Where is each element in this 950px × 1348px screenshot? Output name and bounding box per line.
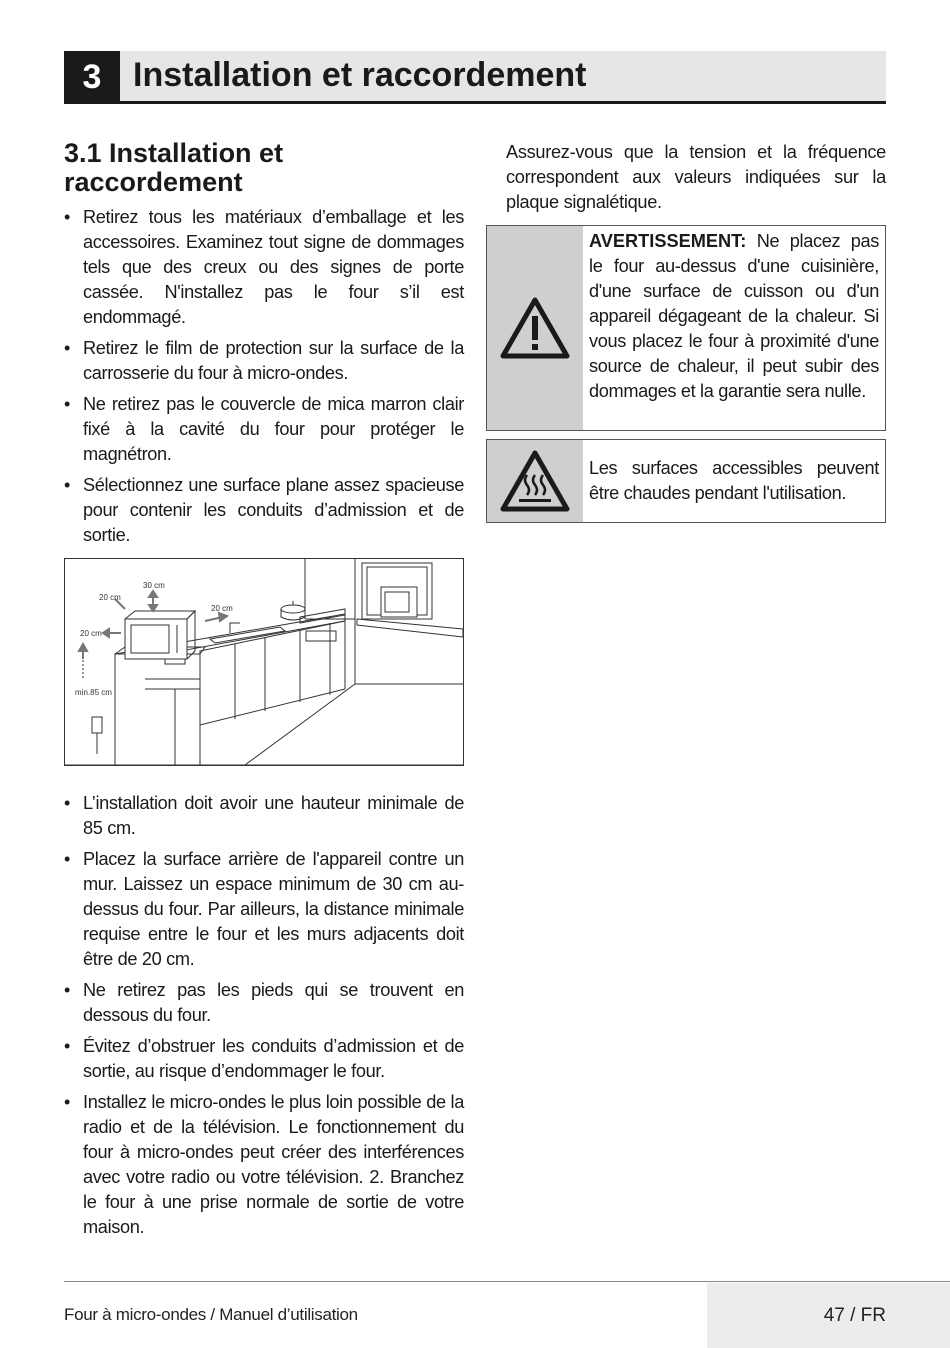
intro-paragraph: Assurez-vous que la tension et la fréquence correspondent aux valeurs indiquées sur la plaque signalétique. xyxy=(506,142,886,212)
list-item: • Retirez le film de protection sur la surface de la carrosserie du four à micro-ondes. xyxy=(64,338,464,383)
warning-body: Ne placez pas le four au-dessus d'une cuisinière, d'une surface de cuisson ou d'un appareil dégageant de la chaleur. Si vous placez le four à proximité d'une source de chaleur, il peut subir des dommages et la garantie sera nulle. xyxy=(589,231,879,401)
installation-figure xyxy=(64,558,464,766)
list-item: • L’installation doit avoir une hauteur minimale de 85 cm. xyxy=(64,793,464,838)
section-top xyxy=(64,139,464,554)
list-item: • Ne retirez pas le couvercle de mica marron clair fixé à la cavité du four pour protéger le magnétron. xyxy=(64,394,464,464)
section-title-line1: 3.1 Installation et xyxy=(64,138,284,168)
bullet-icon: • xyxy=(64,849,70,869)
warning-triangle-icon xyxy=(487,226,583,430)
bullet-icon: • xyxy=(64,1036,70,1056)
bullet-icon: • xyxy=(64,338,70,358)
list-item: • Retirez tous les matériaux d’emballage et les accessoires. Examinez tout signe de dommages tels que des creux ou des signes de porte cassée. N'installez pas le four s’il est endommagé. xyxy=(64,207,464,327)
chapter-number: 3 xyxy=(64,51,120,104)
list-item: • Évitez d’obstruer les conduits d’admission et de sortie, au risque d’endommager le four. xyxy=(64,1036,464,1081)
label-right: 20 cm xyxy=(211,604,233,613)
footer-page-number: 47 / FR xyxy=(823,1305,886,1326)
list-item: • Placez la surface arrière de l'appareil contre un mur. Laissez un espace minimum de 30 cm au-dessus du four. Par ailleurs, la distance minimale requise entre le four et les murs adjacents doit être de 20 cm. xyxy=(64,849,464,969)
footer-divider xyxy=(64,1281,950,1282)
bullet-icon: • xyxy=(64,207,70,227)
warning-box xyxy=(486,225,886,431)
bullet-icon: • xyxy=(64,475,70,495)
label-left: 20 cm xyxy=(80,629,102,638)
warning-label: AVERTISSEMENT: xyxy=(589,231,747,251)
kitchen-illustration xyxy=(65,559,463,765)
label-top-left: 20 cm xyxy=(99,593,121,602)
bullet-list-bottom xyxy=(64,791,464,1240)
list-item: • Installez le micro-ondes le plus loin possible de la radio et de la télévision. Le fonctionnement du four à micro-ondes peut créer des interférences avec votre radio ou votre télévision. 2. Branchez le four à une prise normale de sortie de votre maison. xyxy=(64,1092,464,1237)
bullet-icon: • xyxy=(64,980,70,1000)
intro-paragraph-wrap xyxy=(506,140,886,215)
chapter-header xyxy=(64,51,886,104)
bullet-icon: • xyxy=(64,394,70,414)
list-item: • Sélectionnez une surface plane assez spacieuse pour contenir les conduits d’admission et de sortie. xyxy=(64,475,464,545)
label-height: min.85 cm xyxy=(75,688,112,697)
chapter-title: Installation et raccordement xyxy=(133,56,587,94)
warning-text xyxy=(583,226,885,430)
footer-doc-title: Four à micro-ondes / Manuel d’utilisation xyxy=(64,1305,358,1324)
hot-surface-box xyxy=(486,439,886,523)
section-title xyxy=(64,139,464,197)
bullet-icon: • xyxy=(64,1092,70,1112)
section-bottom xyxy=(64,791,464,1246)
list-item: • Ne retirez pas les pieds qui se trouvent en dessous du four. xyxy=(64,980,464,1025)
hot-surface-text: Les surfaces accessibles peuvent être chaudes pendant l'utilisation. xyxy=(589,458,879,503)
hot-surface-icon xyxy=(487,440,583,522)
section-title-line2: raccordement xyxy=(64,167,243,197)
bullet-list-top xyxy=(64,205,464,548)
bullet-icon: • xyxy=(64,793,70,813)
label-top: 30 cm xyxy=(143,581,165,590)
